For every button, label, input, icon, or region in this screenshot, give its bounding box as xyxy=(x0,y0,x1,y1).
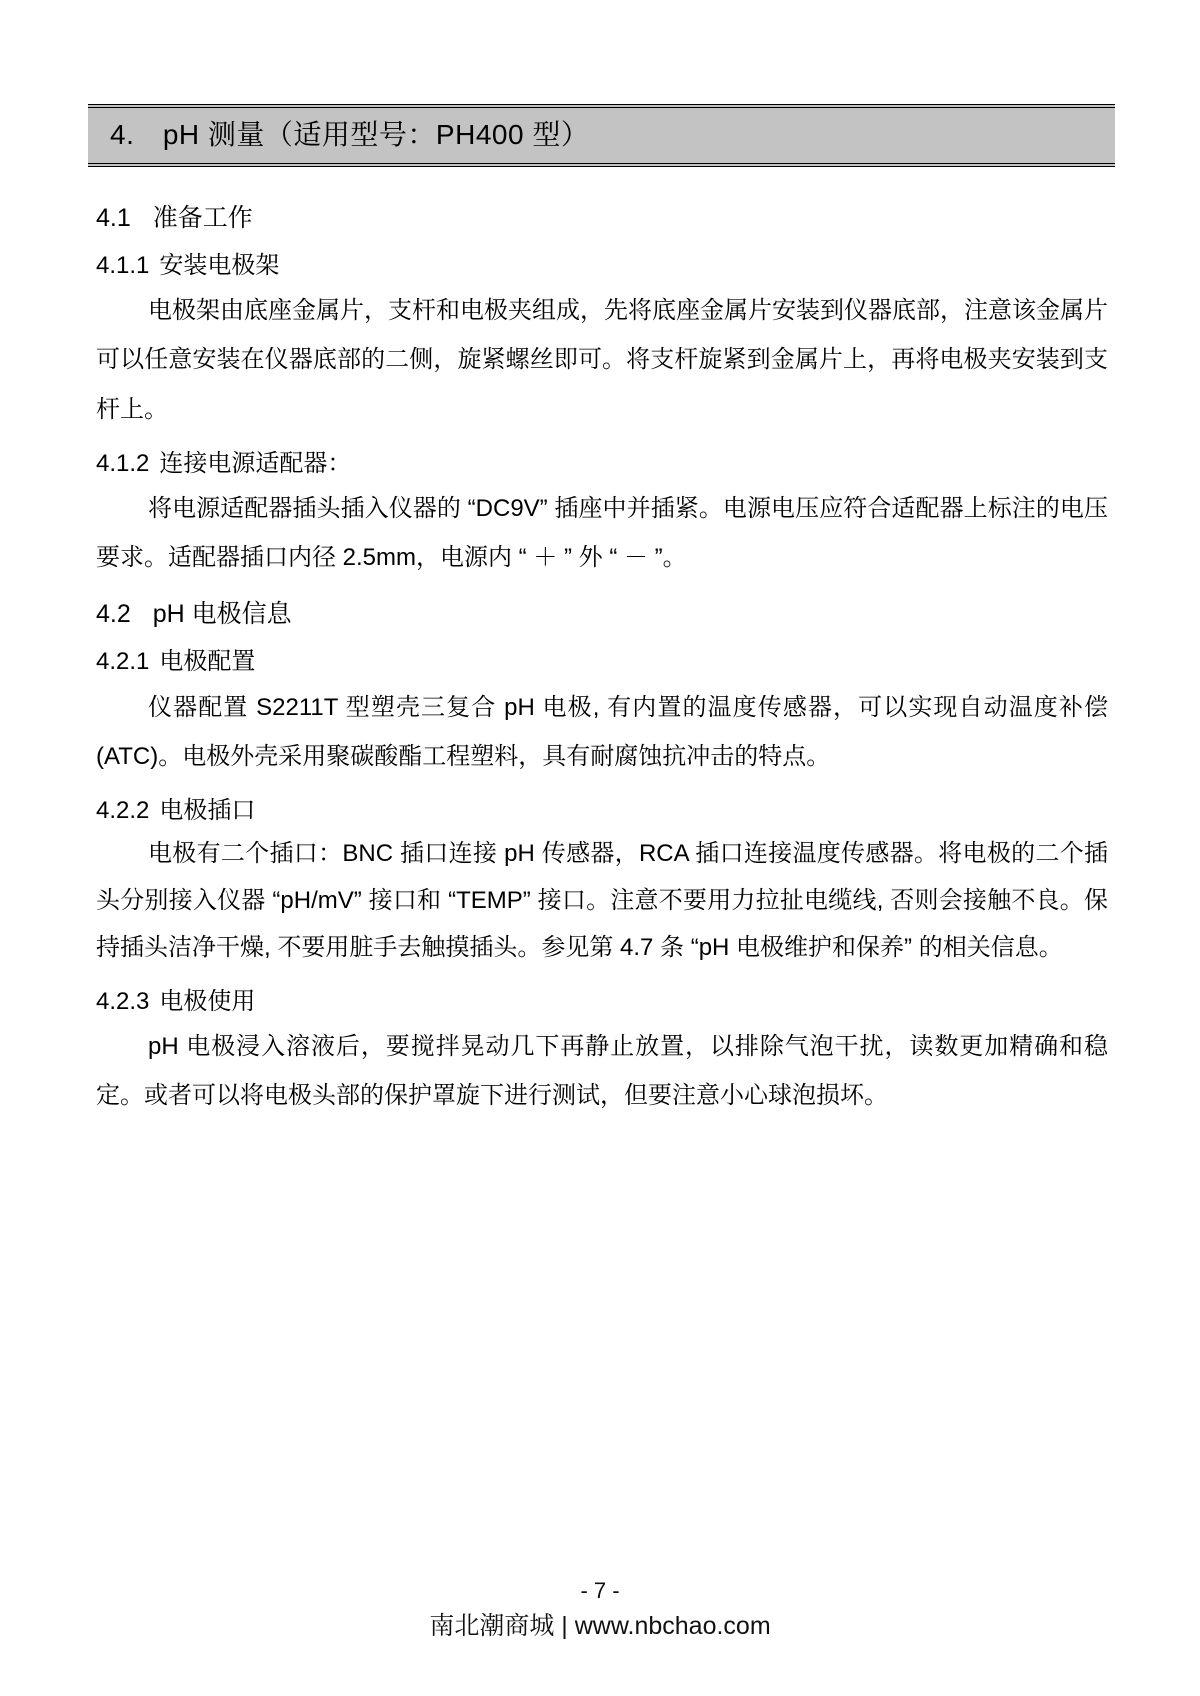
section-heading-4-1 xyxy=(96,202,1108,236)
section-number-4-2-1: 4.2.1 xyxy=(96,648,150,676)
paragraph-4-2-1: 仪器配置 S2211T 型塑壳三复合 pH 电极, 有内置的温度传感器，可以实现自动温度补偿(ATC)。电极外壳采用聚碳酸酯工程塑料，具有耐腐蚀抗冲击的特点。 xyxy=(96,693,1108,770)
section-heading-4-2-3 xyxy=(96,986,1108,1018)
section-heading-4-2-2 xyxy=(96,795,1108,827)
section-number-4-2-3: 4.2.3 xyxy=(96,987,150,1015)
page-footer xyxy=(0,1576,1200,1644)
section-number-4-1: 4.1 xyxy=(96,204,131,232)
paragraph-4-1-2: 将电源适配器插头插入仪器的 “DC9V” 插座中并插紧。电源电压应符合适配器上标注的电压要求。适配器插口内径 2.5mm，电源内 “ ＋ ” 外 “ － ”。 xyxy=(96,495,1108,572)
paragraph-4-2-3: pH 电极浸入溶液后，要搅拌晃动几下再静止放置，以排除气泡干扰，读数更加精确和稳定。或者可以将电极头部的保护罩旋下进行测试，但要注意小心球泡损坏。 xyxy=(96,1033,1108,1110)
page-number: - 7 - xyxy=(580,1578,620,1603)
document-body xyxy=(96,186,1108,1125)
footer-site-credit: 南北潮商城 | www.nbchao.com xyxy=(429,1611,771,1640)
section-title-4-2: pH 电极信息 xyxy=(152,600,292,629)
section-title-4-2-1: 电极配置 xyxy=(159,648,256,676)
section-title-4-2-2: 电极插口 xyxy=(159,796,256,824)
section-number-4-1-1: 4.1.1 xyxy=(96,251,150,279)
section-heading-4-2-1 xyxy=(96,646,1108,678)
section-heading-4-1-1 xyxy=(96,250,1108,282)
section-title-4-1-2: 连接电源适配器： xyxy=(159,449,352,477)
section-number-4-1-2: 4.1.2 xyxy=(96,449,150,477)
paragraph-4-2-2: 电极有二个插口：BNC 插口连接 pH 传感器，RCA 插口连接温度传感器。将电极的二个插头分别接入仪器 “pH/mV” 接口和 “TEMP” 接口。注意不要用力拉扯电缆线, 否则会接触不良。保持插头洁净干燥, 不要用脏手去触摸插头。参见第 4.7 条 “pH 电极维护和保养” 的相关信息。 xyxy=(96,840,1108,961)
section-number-4-2: 4.2 xyxy=(96,600,131,629)
chapter-heading-bar xyxy=(88,104,1115,167)
section-title-4-2-3: 电极使用 xyxy=(159,987,256,1015)
section-title-4-1: 准备工作 xyxy=(152,204,253,232)
section-heading-4-2 xyxy=(96,598,1108,632)
paragraph-4-1-1: 电极架由底座金属片，支杆和电极夹组成，先将底座金属片安装到仪器底部，注意该金属片可以任意安装在仪器底部的二侧，旋紧螺丝即可。将支杆旋紧到金属片上，再将电极夹安装到支杆上。 xyxy=(96,297,1108,423)
section-heading-4-1-2 xyxy=(96,448,1108,480)
section-title-4-1-1: 安装电极架 xyxy=(159,251,280,279)
chapter-title: 4. pH 测量（适用型号：PH400 型） xyxy=(110,119,590,150)
section-number-4-2-2: 4.2.2 xyxy=(96,796,150,824)
